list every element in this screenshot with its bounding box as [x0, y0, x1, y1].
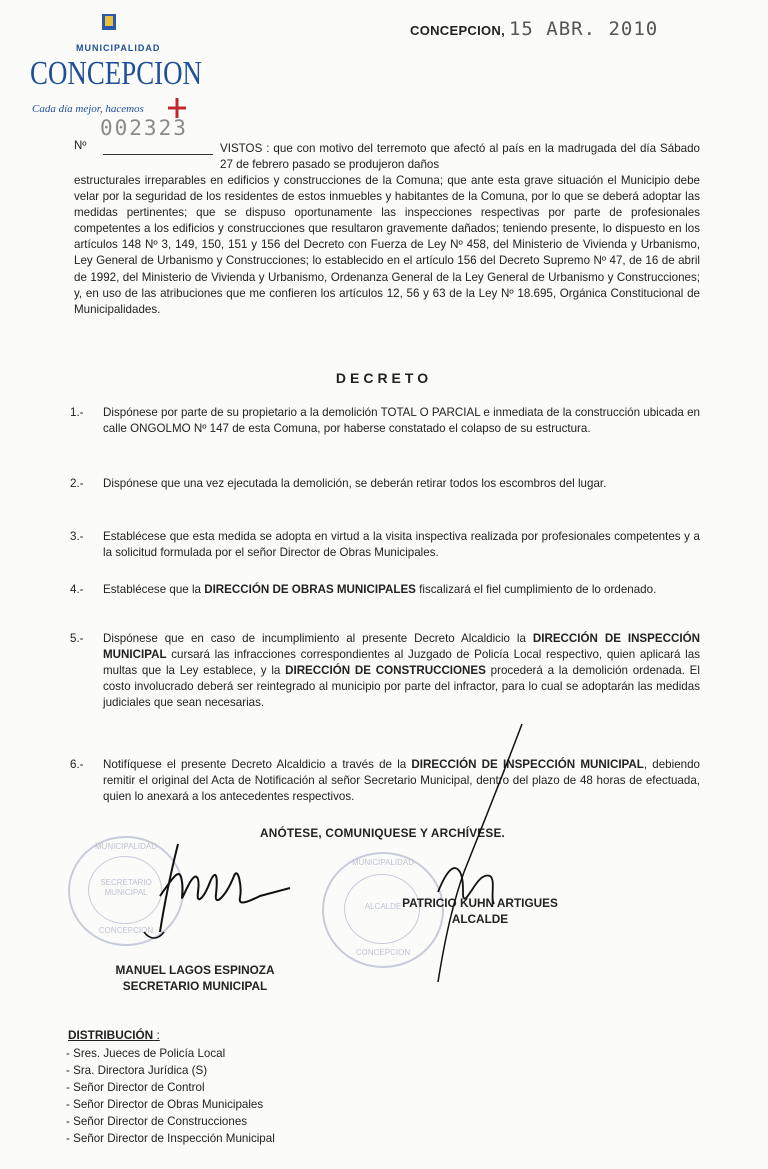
place-date-line — [410, 18, 658, 40]
mayor-seal: MUNICIPALIDAD ALCALDE CONCEPCION — [322, 852, 444, 968]
decree-item-3 — [70, 529, 700, 561]
item-number: 3.- — [70, 530, 84, 543]
secretary-name: MANUEL LAGOS ESPINOZA — [115, 963, 275, 977]
mayor-signature — [410, 722, 530, 992]
distribution-title: DISTRIBUCIÓN : — [68, 1028, 160, 1042]
item-text: Dispónese por parte de su propietario a la demolición TOTAL O PARCIAL e inmediata de la construcción ubicada en calle ONGOLMO Nº 147 de esta Comuna, por haberse constatado el colapso de su estructura. — [103, 406, 700, 436]
secretary-signature-block — [90, 962, 300, 994]
item-text: Establécese que esta medida se adopta en virtud a la visita inspectiva realizada por profesionales competentes y a la solicitud formulada por el señor Director de Obras Municipales. — [103, 530, 700, 560]
bold-entity: DIRECCIÓN DE INSPECCIÓN MUNICIPAL — [103, 632, 700, 662]
item-number: 5.- — [70, 632, 84, 645]
decree-item-5 — [70, 631, 700, 711]
vistos-body: estructurales irreparables en edificios y construcciones de la Comuna; que ante esta grave situación el Municipio debe velar por la seguridad de los residentes de estos inmuebles y habitantes de la Comuna, por lo que se deberá adoptar las medidas pertinentes; que se dispuso oportunamente las inspecciones respectivas por parte de profesionales competentes a los edificios y construcciones que resultaron gravemente dañados; teniendo presente, lo dispuesto en los artículos 148 Nº 3, 149, 150, 151 y 156 del Decreto con Fuerza de Ley Nº 458, del Ministerio de Vivienda y Urbanismo, Ley General de Urbanismo y Construcciones; lo establecido en el artículo 156 del Decreto Supremo Nº 47, de 16 de abril de 1992, del Ministerio de Vivienda y Urbanismo, Ordenanza General de la Ley General de Urbanismo y Construcciones; y, en uso de las atribuciones que me confieren los artículos 12, 56 y 63 de la Ley Nº 18.695, Orgánica Constitucional de Municipalidades. — [74, 174, 700, 316]
stamped-date: 15 ABR. 2010 — [508, 18, 659, 40]
decree-item-4 — [70, 582, 700, 598]
secretary-title: SECRETARIO MUNICIPAL — [122, 979, 268, 993]
item-text: Dispónese que una vez ejecutada la demolición, se deberán retirar todos los escombros del lugar. — [103, 477, 607, 490]
item-number: 2.- — [70, 477, 84, 490]
closing-formula: ANÓTESE, COMUNIQUESE Y ARCHÍVESE. — [260, 826, 505, 840]
distribution-list — [66, 1045, 275, 1147]
bold-entity: DIRECCIÓN DE CONSTRUCCIONES — [285, 664, 486, 678]
logo-plus-icon — [168, 98, 186, 118]
list-item: - Señor Director de Obras Municipales — [66, 1098, 264, 1111]
vistos-first-line: VISTOS : que con motivo del terremoto que afectó al país en la madrugada del día Sábado 27 de febrero pasado se produjeron daños — [220, 142, 700, 172]
item-text: Establécese que la DIRECCIÓN DE OBRAS MUNICIPALES fiscalizará el fiel cumplimiento de lo ordenado. — [103, 583, 657, 596]
logo-name-text: CONCEPCION — [30, 55, 202, 92]
bold-entity: DIRECCIÓN DE OBRAS MUNICIPALES — [204, 583, 416, 596]
list-item: - Señor Director de Construcciones — [66, 1115, 248, 1128]
item-number: 4.- — [70, 583, 84, 596]
logo-municipalidad-text: MUNICIPALIDAD — [76, 43, 161, 53]
secretary-signature — [130, 836, 300, 946]
item-text: Dispónese que en caso de incumplimiento al presente Decreto Alcaldicio la DIRECCIÓN DE INSPECCIÓN MUNICIPAL cursará las infracciones correspondientes al Juzgado de Policía Local respectivo, quien aplicará las multas que la Ley establece, y la DIRECCIÓN DE CONSTRUCCIONES procederá a la demolición ordenada. El costo involucrado deberá ser reintegrado al municipio por parte del infractor, para lo cual se adoptarán las medidas judiciales que sean necesarias. — [103, 632, 700, 710]
bold-entity: DIRECCIÓN DE INSPECCIÓN MUNICIPAL — [411, 758, 644, 771]
decree-item-1 — [70, 405, 700, 437]
list-item: - Sres. Jueces de Policía Local — [66, 1047, 226, 1060]
mayor-name: PATRICIO KUHN ARTIGUES — [402, 896, 558, 910]
place-label: CONCEPCION, — [410, 23, 506, 38]
decree-heading: DECRETO — [335, 370, 433, 386]
item-number: 6.- — [70, 758, 84, 771]
list-item: - Señor Director de Control — [66, 1081, 205, 1094]
secretary-seal: MUNICIPALIDAD SECRETARIO MUNICIPAL CONCEPCION — [68, 836, 184, 946]
list-item: - Señor Director de Inspección Municipal — [66, 1132, 275, 1145]
item-text: Notifíquese el presente Decreto Alcaldicio a través de la DIRECCIÓN DE INSPECCIÓN MUNICIPAL, debiendo remitir el original del Acta de Notificación al señor Secretario Municipal, dentro del plazo de 48 horas de efectuada, quien lo anexará a los antecedentes respectivos. — [103, 758, 701, 804]
mayor-title: ALCALDE — [451, 912, 509, 926]
mayor-signature-block — [380, 895, 580, 927]
logo-tagline-text: Cada día mejor, hacemos — [32, 103, 144, 115]
decree-number-label: Nº — [74, 140, 87, 152]
list-item: - Sra. Directora Jurídica (S) — [66, 1064, 208, 1077]
item-number: 1.- — [70, 406, 84, 419]
decree-number-stamp: 002323 — [100, 116, 188, 140]
municipality-logo — [28, 40, 208, 118]
concepcion-logo-graphic — [28, 40, 208, 118]
decree-item-2 — [70, 476, 700, 492]
decree-number-underline — [103, 154, 213, 155]
decree-item-6 — [70, 757, 700, 805]
